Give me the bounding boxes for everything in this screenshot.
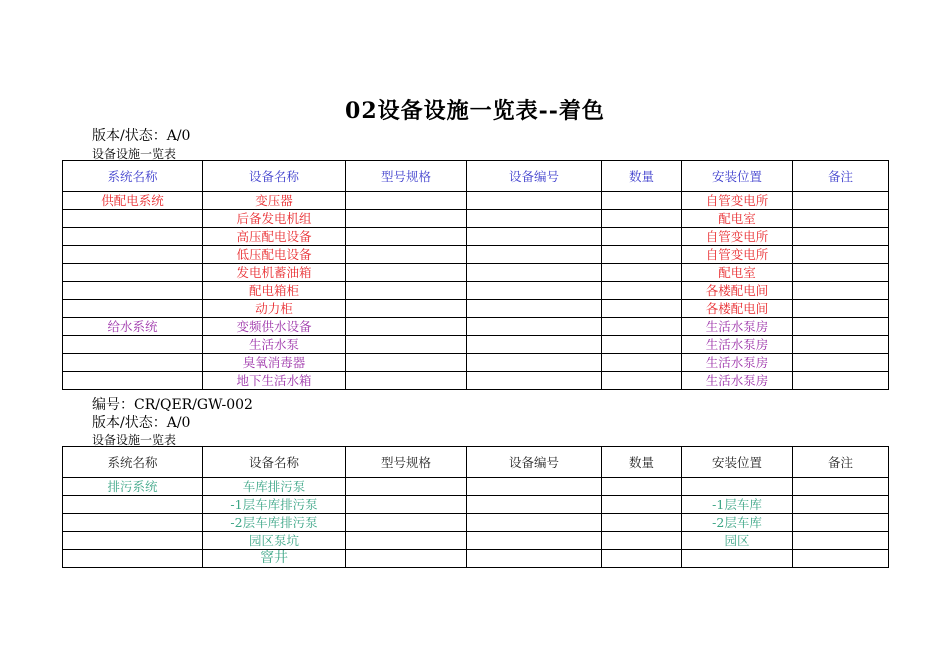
location-cell: 自管变电所 xyxy=(682,192,793,210)
number-cell xyxy=(467,318,602,336)
table-subtitle-2: 设备设施一览表 xyxy=(92,433,177,447)
system-cell: 供配电系统 xyxy=(63,192,203,210)
table-row xyxy=(63,514,889,532)
location-cell: 各楼配电间 xyxy=(682,282,793,300)
table-row xyxy=(63,550,889,568)
quantity-cell xyxy=(602,496,682,514)
model-cell xyxy=(346,336,467,354)
equipment-cell: 园区泵坑 xyxy=(203,532,346,550)
location-cell: 自管变电所 xyxy=(682,246,793,264)
equipment-cell: 地下生活水箱 xyxy=(203,372,346,390)
number-cell xyxy=(467,532,602,550)
model-cell xyxy=(346,496,467,514)
quantity-cell xyxy=(602,210,682,228)
equipment-cell: 配电箱柜 xyxy=(203,282,346,300)
system-cell: 给水系统 xyxy=(63,318,203,336)
location-cell: 生活水泵房 xyxy=(682,372,793,390)
table-row xyxy=(63,228,889,246)
number-cell xyxy=(467,300,602,318)
version-status: 版本/状态：A/0 xyxy=(92,128,191,144)
equipment-cell: 低压配电设备 xyxy=(203,246,346,264)
equipment-cell: -1层车库排污泵 xyxy=(203,496,346,514)
table-row xyxy=(63,372,889,390)
model-cell xyxy=(346,532,467,550)
remarks-cell xyxy=(793,228,889,246)
number-cell xyxy=(467,550,602,568)
model-cell xyxy=(346,478,467,496)
table-row xyxy=(63,336,889,354)
model-cell xyxy=(346,282,467,300)
number-cell xyxy=(467,354,602,372)
system-cell xyxy=(63,246,203,264)
col-equipment-name: 设备名称 xyxy=(203,447,346,478)
quantity-cell xyxy=(602,300,682,318)
model-cell xyxy=(346,264,467,282)
number-cell xyxy=(467,228,602,246)
remarks-cell xyxy=(793,318,889,336)
number-cell xyxy=(467,246,602,264)
quantity-cell xyxy=(602,532,682,550)
remarks-cell xyxy=(793,300,889,318)
number-cell xyxy=(467,210,602,228)
system-cell xyxy=(63,496,203,514)
equipment-cell: 高压配电设备 xyxy=(203,228,346,246)
equipment-cell: 后备发电机组 xyxy=(203,210,346,228)
system-cell xyxy=(63,336,203,354)
quantity-cell xyxy=(602,478,682,496)
remarks-cell xyxy=(793,372,889,390)
system-cell xyxy=(63,228,203,246)
col-system-name: 系统名称 xyxy=(63,161,203,192)
remarks-cell xyxy=(793,496,889,514)
model-cell xyxy=(346,354,467,372)
equipment-table-2 xyxy=(62,446,889,568)
location-cell: 生活水泵房 xyxy=(682,354,793,372)
table-row xyxy=(63,318,889,336)
table-row xyxy=(63,478,889,496)
table-row xyxy=(63,300,889,318)
equipment-cell: 臭氧消毒器 xyxy=(203,354,346,372)
location-cell: 生活水泵房 xyxy=(682,318,793,336)
location-cell: 各楼配电间 xyxy=(682,300,793,318)
model-cell xyxy=(346,192,467,210)
system-cell: 排污系统 xyxy=(63,478,203,496)
col-quantity: 数量 xyxy=(602,447,682,478)
system-cell xyxy=(63,264,203,282)
number-cell xyxy=(467,478,602,496)
table-header-row xyxy=(63,161,889,192)
remarks-cell xyxy=(793,550,889,568)
col-quantity: 数量 xyxy=(602,161,682,192)
col-remarks: 备注 xyxy=(793,447,889,478)
system-cell xyxy=(63,210,203,228)
page-title: 02设备设施一览表--着色 xyxy=(345,98,605,124)
equipment-cell: 窨井 xyxy=(203,550,346,568)
number-cell xyxy=(467,282,602,300)
col-install-location: 安装位置 xyxy=(682,447,793,478)
col-install-location: 安装位置 xyxy=(682,161,793,192)
number-cell xyxy=(467,372,602,390)
equipment-cell: 生活水泵 xyxy=(203,336,346,354)
quantity-cell xyxy=(602,246,682,264)
number-cell xyxy=(467,514,602,532)
quantity-cell xyxy=(602,318,682,336)
version-status-2: 版本/状态：A/0 xyxy=(92,415,191,431)
location-cell: 自管变电所 xyxy=(682,228,793,246)
remarks-cell xyxy=(793,282,889,300)
col-equipment-name: 设备名称 xyxy=(203,161,346,192)
table-row xyxy=(63,496,889,514)
model-cell xyxy=(346,372,467,390)
quantity-cell xyxy=(602,282,682,300)
table-row xyxy=(63,210,889,228)
document-code: 编号：CR/QER/GW-002 xyxy=(92,397,253,413)
quantity-cell xyxy=(602,354,682,372)
location-cell: 园区 xyxy=(682,532,793,550)
table-row xyxy=(63,264,889,282)
remarks-cell xyxy=(793,514,889,532)
location-cell: -1层车库 xyxy=(682,496,793,514)
col-equipment-number: 设备编号 xyxy=(467,161,602,192)
number-cell xyxy=(467,264,602,282)
table-header-row xyxy=(63,447,889,478)
remarks-cell xyxy=(793,478,889,496)
col-model-spec: 型号规格 xyxy=(346,161,467,192)
system-cell xyxy=(63,300,203,318)
equipment-cell: 车库排污泵 xyxy=(203,478,346,496)
system-cell xyxy=(63,282,203,300)
table-row xyxy=(63,192,889,210)
equipment-cell: 动力柜 xyxy=(203,300,346,318)
model-cell xyxy=(346,246,467,264)
quantity-cell xyxy=(602,514,682,532)
system-cell xyxy=(63,354,203,372)
table-row xyxy=(63,354,889,372)
model-cell xyxy=(346,550,467,568)
remarks-cell xyxy=(793,246,889,264)
number-cell xyxy=(467,496,602,514)
system-cell xyxy=(63,532,203,550)
table-row xyxy=(63,532,889,550)
table-subtitle: 设备设施一览表 xyxy=(92,147,177,161)
model-cell xyxy=(346,300,467,318)
equipment-table-1 xyxy=(62,160,889,390)
equipment-cell: 变频供水设备 xyxy=(203,318,346,336)
equipment-cell: -2层车库排污泵 xyxy=(203,514,346,532)
system-cell xyxy=(63,514,203,532)
location-cell xyxy=(682,478,793,496)
quantity-cell xyxy=(602,264,682,282)
col-equipment-number: 设备编号 xyxy=(467,447,602,478)
location-cell: 配电室 xyxy=(682,264,793,282)
model-cell xyxy=(346,514,467,532)
location-cell: -2层车库 xyxy=(682,514,793,532)
quantity-cell xyxy=(602,372,682,390)
quantity-cell xyxy=(602,336,682,354)
remarks-cell xyxy=(793,264,889,282)
table-row xyxy=(63,246,889,264)
number-cell xyxy=(467,192,602,210)
model-cell xyxy=(346,318,467,336)
location-cell: 生活水泵房 xyxy=(682,336,793,354)
remarks-cell xyxy=(793,532,889,550)
system-cell xyxy=(63,372,203,390)
model-cell xyxy=(346,210,467,228)
equipment-cell: 变压器 xyxy=(203,192,346,210)
model-cell xyxy=(346,228,467,246)
system-cell xyxy=(63,550,203,568)
quantity-cell xyxy=(602,550,682,568)
quantity-cell xyxy=(602,228,682,246)
col-model-spec: 型号规格 xyxy=(346,447,467,478)
number-cell xyxy=(467,336,602,354)
location-cell xyxy=(682,550,793,568)
remarks-cell xyxy=(793,336,889,354)
equipment-cell: 发电机蓄油箱 xyxy=(203,264,346,282)
remarks-cell xyxy=(793,354,889,372)
col-remarks: 备注 xyxy=(793,161,889,192)
remarks-cell xyxy=(793,192,889,210)
location-cell: 配电室 xyxy=(682,210,793,228)
table-row xyxy=(63,282,889,300)
remarks-cell xyxy=(793,210,889,228)
quantity-cell xyxy=(602,192,682,210)
col-system-name: 系统名称 xyxy=(63,447,203,478)
